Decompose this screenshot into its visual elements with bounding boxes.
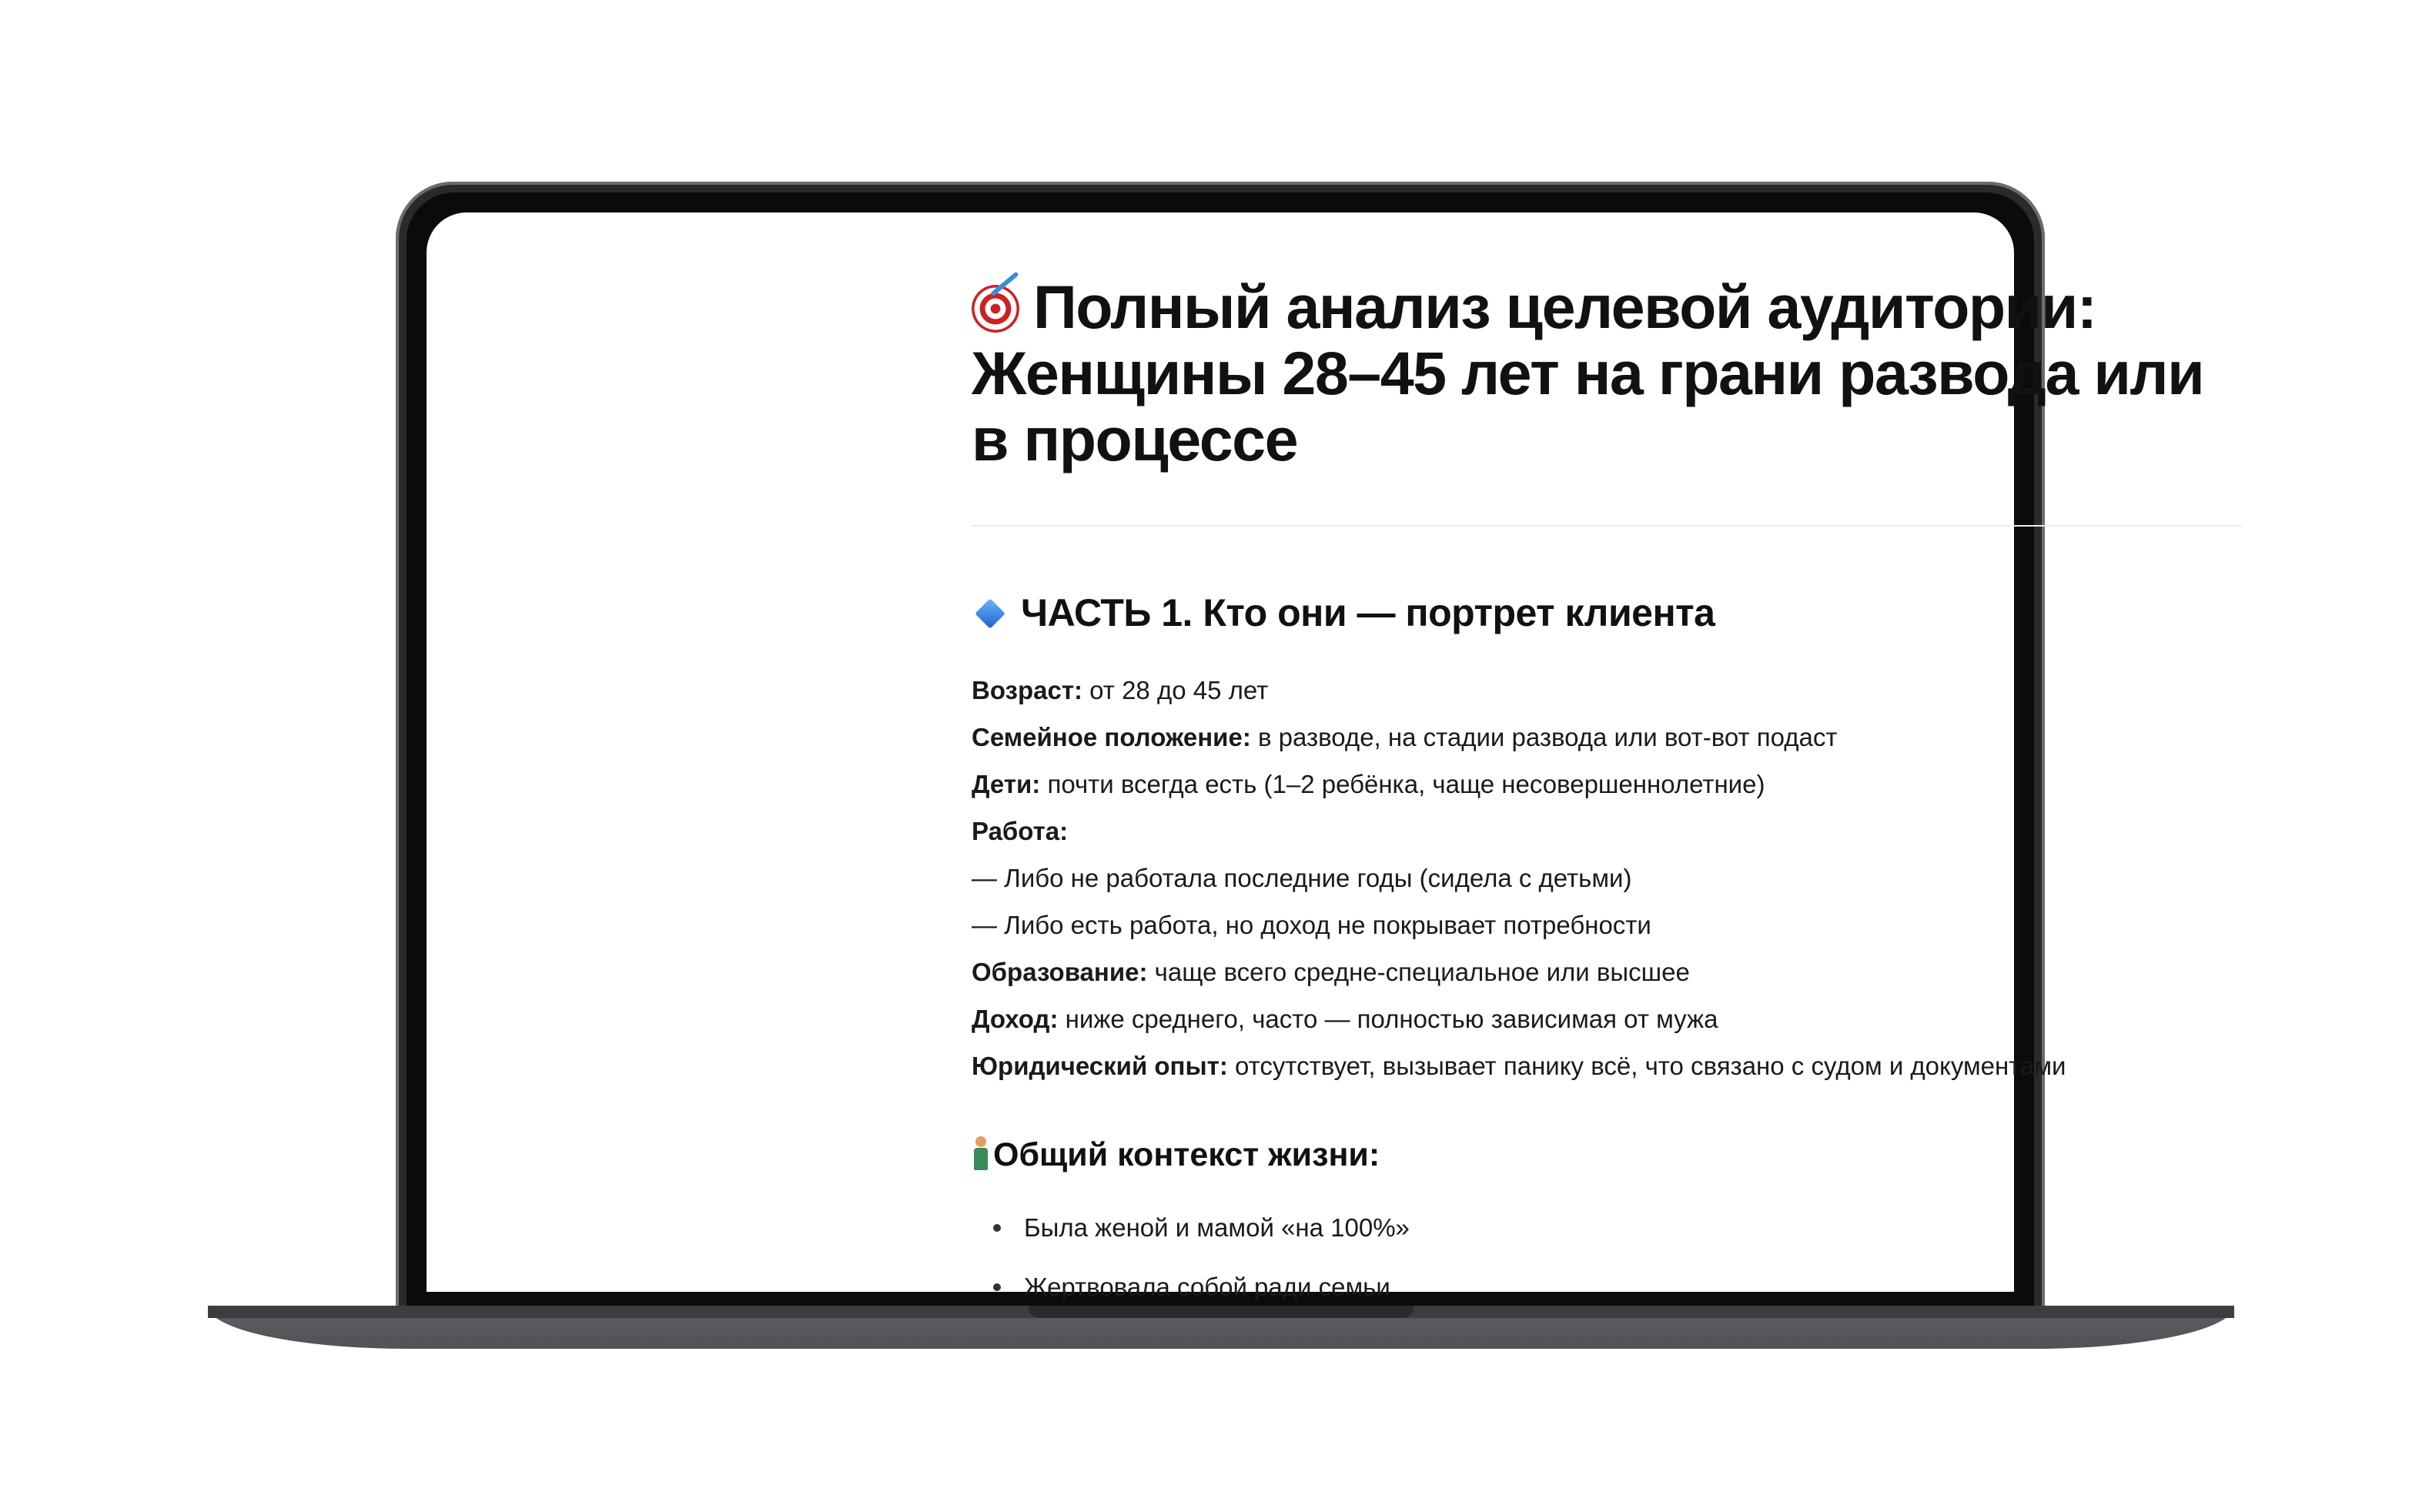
context-heading-text: Общий контекст жизни: — [993, 1136, 1380, 1173]
fact-legal-experience — [972, 1042, 2066, 1089]
laptop-opening-notch — [1029, 1306, 1414, 1318]
target-icon — [972, 285, 1019, 333]
fact-work-option-1 — [972, 855, 2066, 902]
fact-work-option-2 — [972, 902, 2066, 948]
divider — [972, 525, 2242, 527]
fact-label: Доход: — [972, 1005, 1059, 1033]
fact-value: чаще всего средне-специальное или высшее — [1147, 958, 1690, 986]
fact-value: отсутствует, вызывает панику всё, что связано с судом и документами — [1227, 1052, 2066, 1080]
fact-children — [972, 761, 2066, 808]
fact-label: Возраст: — [972, 676, 1082, 704]
fact-value: ниже среднего, часто — полностью зависимая от мужа — [1058, 1005, 1718, 1033]
fact-label: Образование: — [972, 958, 1148, 986]
laptop-lid — [396, 182, 2204, 1321]
fact-label: Дети: — [972, 770, 1041, 798]
section-heading-text: ЧАСТЬ 1. Кто они — портрет клиента — [1021, 591, 1715, 634]
blue-diamond-icon — [975, 598, 1005, 629]
client-portrait-list — [972, 667, 2066, 1089]
section-heading-part1 — [972, 590, 1715, 636]
fact-label: Юридический опыт: — [972, 1052, 1228, 1080]
fact-value: в разводе, на стадии развода или вот-вот подаст — [1250, 723, 1838, 751]
section-heading-context — [972, 1133, 1380, 1176]
fact-work — [972, 808, 2066, 855]
fact-label: Работа: — [972, 817, 1069, 845]
fact-education — [972, 948, 2066, 995]
fact-income — [972, 995, 2066, 1042]
fact-value: — Либо есть работа, но доход не покрывает потребности — [972, 911, 1651, 939]
list-item: Жертвовала собой ради семьи — [972, 1257, 1410, 1316]
fact-label: Семейное положение: — [972, 723, 1251, 751]
page-title — [972, 274, 2242, 473]
fact-value: — Либо не работала последние годы (сидела с детьми) — [972, 864, 1632, 892]
laptop-bezel — [407, 192, 2204, 1321]
fact-marital-status — [972, 714, 2066, 761]
woman-icon — [972, 1136, 990, 1170]
page-title-text: Полный анализ целевой аудитории: Женщины 28–45 лет на грани развода или в процессе — [972, 273, 2204, 473]
fact-value: от 28 до 45 лет — [1082, 676, 1269, 704]
laptop-screen — [427, 212, 2204, 1301]
list-item: Была женой и мамой «на 100%» — [972, 1198, 1410, 1257]
fact-value: почти всегда есть (1–2 ребёнка, чаще несовершеннолетние) — [1040, 770, 1765, 798]
life-context-list — [972, 1198, 1410, 1316]
fact-age — [972, 667, 2066, 714]
